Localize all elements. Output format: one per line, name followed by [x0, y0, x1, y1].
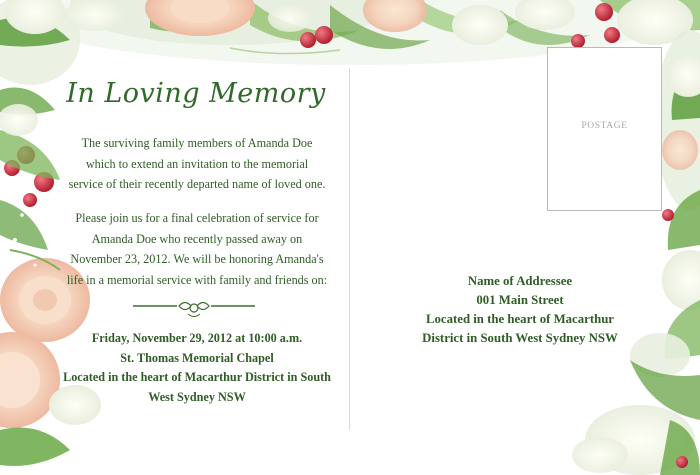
mailing-address [405, 272, 635, 348]
postage-label: POSTAGE [581, 121, 628, 131]
page-title: In Loving Memory [66, 78, 326, 109]
intro-line: The surviving family members of Amanda Doe [81, 136, 313, 150]
address-street: 001 Main Street [476, 293, 564, 307]
addressee-name: Name of Addressee [467, 274, 573, 288]
intro-line: service of their recently departed name of loved one. [68, 177, 326, 191]
service-location: Located in the heart of Macarthur District in South [63, 370, 331, 384]
service-venue: St. Thomas Memorial Chapel [120, 350, 274, 365]
invitation-line: November 23, 2012. We will be honoring Amanda's [70, 252, 324, 266]
service-location-cont: West Sydney NSW [148, 389, 246, 404]
address-line: Located in the heart of Macarthur [425, 312, 614, 326]
service-details [52, 329, 342, 407]
fold-divider [349, 68, 350, 430]
service-date: Friday, November 29, 2012 at 10:00 a.m. [91, 331, 303, 345]
intro-line: which to extend an invitation to the memorial [85, 156, 309, 171]
intro-paragraph [62, 133, 332, 195]
invitation-line: life in a memorial service with family and friends on: [66, 272, 328, 287]
invitation-paragraph [62, 208, 332, 290]
invitation-line: Amanda Doe who recently passed away on [91, 231, 303, 246]
invitation-line: Please join us for a final celebration of service for [75, 211, 319, 225]
address-line: District in South West Sydney NSW [422, 331, 618, 345]
postage-stamp-box [547, 47, 662, 211]
ornamental-divider [133, 300, 255, 322]
